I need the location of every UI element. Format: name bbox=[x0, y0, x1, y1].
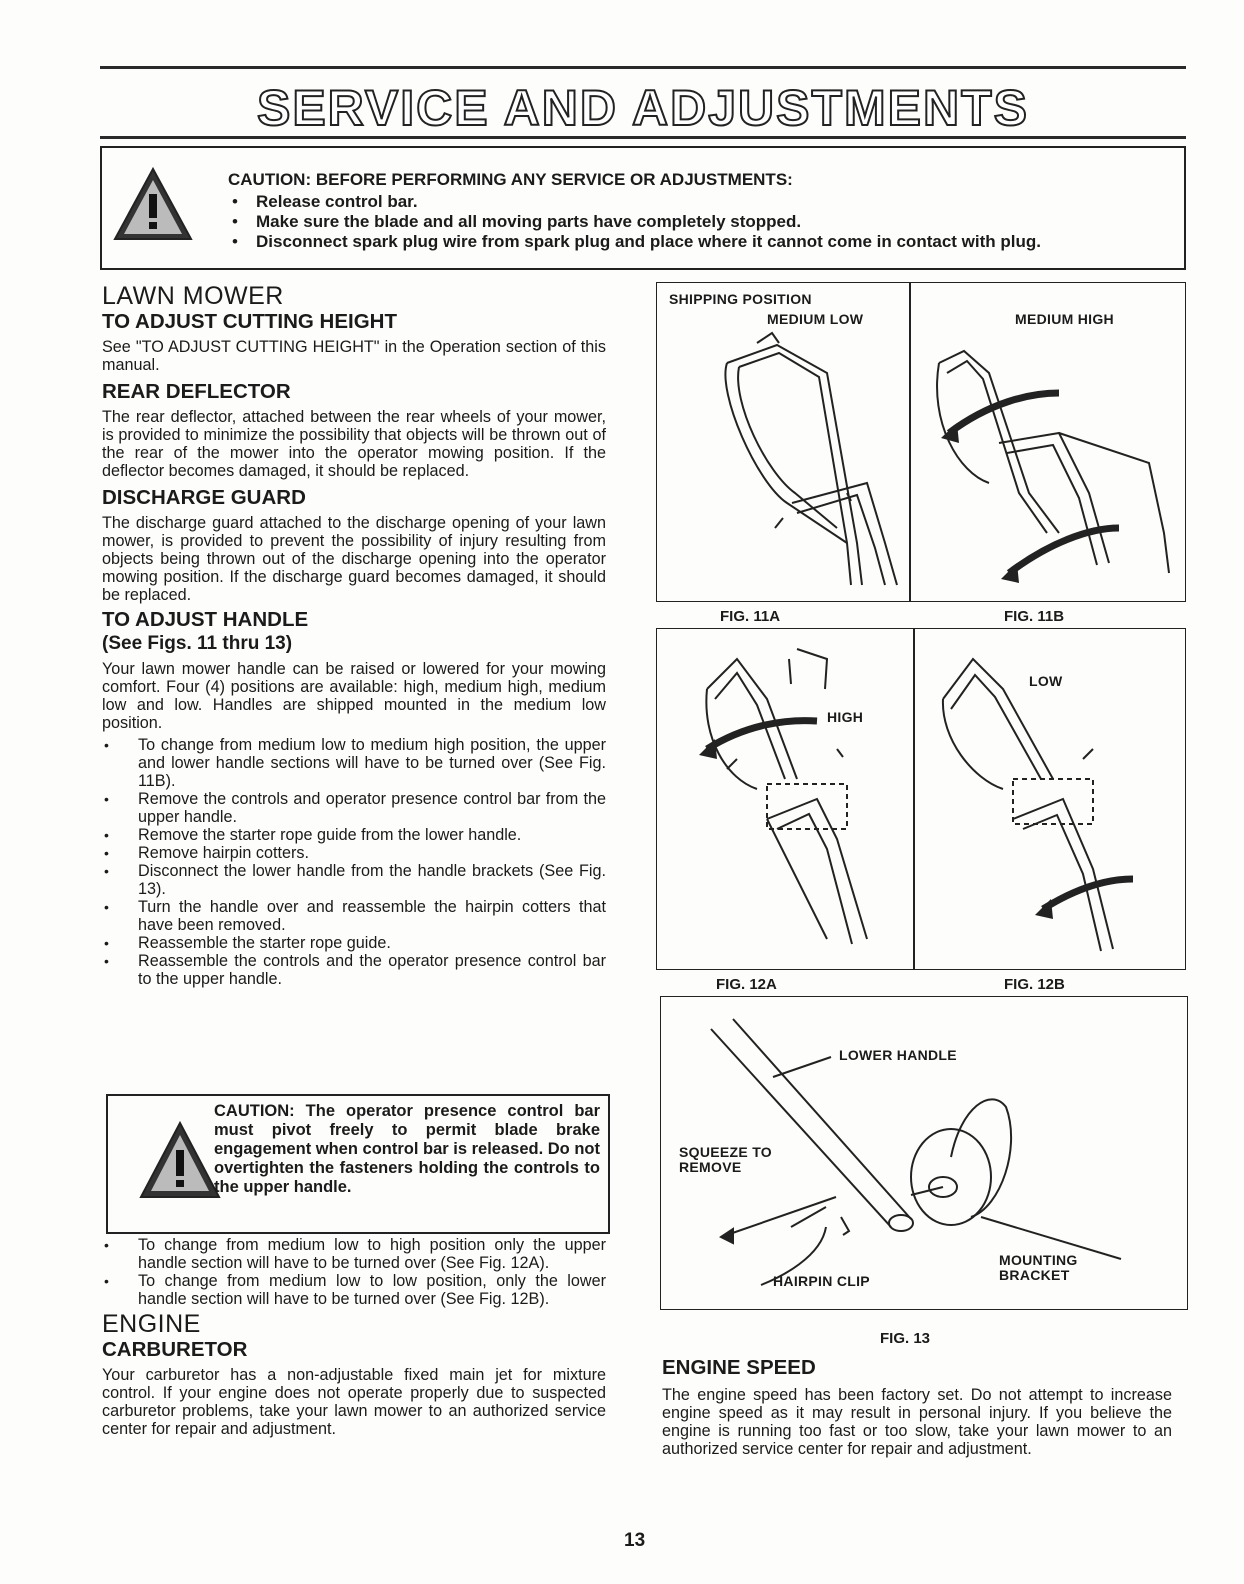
handle-step: • Reassemble the controls and the operator presence control bar to the upper handle. bbox=[102, 952, 606, 988]
handle-step: • To change from medium low to high position only the upper handle section will have to be turned over (See Fig. 12A). bbox=[102, 1236, 606, 1272]
fig11a-caption: FIG. 11A bbox=[720, 608, 781, 625]
page-title: SERVICE AND ADJUSTMENTS bbox=[256, 80, 1030, 136]
fig12a-caption: FIG. 12A bbox=[716, 976, 777, 993]
fig12b-caption: FIG. 12B bbox=[1004, 976, 1065, 993]
fig11-divider bbox=[909, 283, 911, 601]
fig11-label-medium-high: MEDIUM HIGH bbox=[1015, 311, 1114, 327]
fig12-label-high: HIGH bbox=[827, 709, 864, 725]
fig11-label-medium-low: MEDIUM LOW bbox=[767, 311, 864, 327]
fig13-caption: FIG. 13 bbox=[880, 1330, 931, 1347]
top-caution-box bbox=[100, 146, 1186, 270]
cutting-height-text: See "TO ADJUST CUTTING HEIGHT" in the Operation section of this manual. bbox=[102, 338, 606, 374]
top-caution-bullet: • Make sure the blade and all moving parts have completely stopped. bbox=[228, 212, 1178, 232]
figure-13 bbox=[660, 996, 1188, 1310]
top-caution-bullet: • Disconnect spark plug wire from spark plug and place where it cannot come in contact with plug. bbox=[228, 232, 1178, 252]
figure-12 bbox=[656, 628, 1186, 970]
handle-step: • To change from medium low to low position, only the lower handle section will have to be turned over (See Fig. 12B). bbox=[102, 1272, 606, 1308]
discharge-guard-text: The discharge guard attached to the discharge opening of your lawn mower, is provided to prevent the possibility of injury resulting from objects being thrown out of the discharge opening into the operator mowing position. If the discharge guard becomes damaged, it should be replaced. bbox=[102, 514, 606, 604]
handle-step: • Turn the handle over and reassemble the hairpin cotters that have been removed. bbox=[102, 898, 606, 934]
bracket-drawing bbox=[661, 997, 1187, 1309]
figure-11 bbox=[656, 282, 1186, 602]
left-column-continued bbox=[102, 1236, 606, 1438]
fig13-label-lower-handle: LOWER HANDLE bbox=[839, 1047, 957, 1063]
handle-step: • Remove the controls and operator presence control bar from the upper handle. bbox=[102, 790, 606, 826]
cutting-height-heading: TO ADJUST CUTTING HEIGHT bbox=[102, 310, 397, 333]
fig11-label-shipping: SHIPPING POSITION bbox=[669, 291, 812, 307]
handle-caution-text: CAUTION: The operator presence control bar must pivot freely to permit blade brake engagement when control bar is released. Do not overtighten the fasteners holding the controls to the upper handle. bbox=[214, 1102, 600, 1196]
fig13-label-mounting: MOUNTING BRACKET bbox=[999, 1252, 1078, 1283]
rear-deflector-heading: REAR DEFLECTOR bbox=[102, 380, 291, 403]
engine-heading: ENGINE bbox=[102, 1310, 201, 1338]
carburetor-heading: CARBURETOR bbox=[102, 1338, 248, 1361]
top-caution-heading: CAUTION: BEFORE PERFORMING ANY SERVICE OR ADJUSTMENTS: bbox=[228, 170, 793, 189]
handle-drawing-medium-low bbox=[697, 333, 907, 593]
rear-deflector-text: The rear deflector, attached between the rear wheels of your mower, is provided to minimize the possibility that objects will be thrown out of the rear of the mower into the operator mowing position. If the deflector becomes damaged, it should be replaced. bbox=[102, 408, 606, 480]
engine-speed-heading: ENGINE SPEED bbox=[662, 1356, 816, 1379]
carburetor-text: Your carburetor has a non-adjustable fixed main jet for mixture control. If your engine does not operate properly due to suspected carburetor problems, take your lawn mower to an authorized service center for repair and adjustment. bbox=[102, 1366, 606, 1438]
handle-step: • Remove the starter rope guide from the lower handle. bbox=[102, 826, 606, 844]
adjust-handle-text: Your lawn mower handle can be raised or lowered for your mowing comfort. Four (4) positions are available: high, medium high, medium low and low. Handles are shipped mounted in the medium low position. bbox=[102, 660, 606, 732]
engine-speed-text: The engine speed has been factory set. Do not attempt to increase engine speed as it may result in personal injury. If you believe the engine is running too fast or too slow, take your lawn mower to an authorized service center for repair and adjustment. bbox=[662, 1386, 1172, 1458]
handle-drawing-medium-high bbox=[919, 333, 1179, 593]
handle-step: • Disconnect the lower handle from the handle brackets (See Fig. 13). bbox=[102, 862, 606, 898]
lawn-mower-heading: LAWN MOWER bbox=[102, 282, 284, 310]
top-rule bbox=[100, 66, 1186, 69]
fig12-label-low: LOW bbox=[1029, 673, 1063, 689]
handle-step: • Reassemble the starter rope guide. bbox=[102, 934, 606, 952]
top-caution-bullet: • Release control bar. bbox=[228, 192, 1178, 212]
fig12-divider bbox=[913, 629, 915, 969]
handle-drawing-high bbox=[667, 639, 907, 959]
handle-drawing-low bbox=[923, 639, 1179, 959]
adjust-handle-heading: TO ADJUST HANDLE bbox=[102, 608, 309, 631]
discharge-guard-heading: DISCHARGE GUARD bbox=[102, 486, 306, 509]
fig13-label-squeeze: SQUEEZE TO REMOVE bbox=[679, 1144, 772, 1175]
warning-triangle-icon bbox=[138, 1120, 222, 1200]
handle-caution-box bbox=[106, 1094, 610, 1234]
handle-step: • To change from medium low to medium high position, the upper and lower handle sections will have to be turned over (See Fig. 11B). bbox=[102, 736, 606, 790]
page-number: 13 bbox=[624, 1530, 646, 1551]
adjust-handle-subheading: (See Figs. 11 thru 13) bbox=[102, 633, 293, 654]
left-column bbox=[102, 282, 606, 988]
title-underline bbox=[100, 136, 1186, 139]
fig13-label-hairpin: HAIRPIN CLIP bbox=[773, 1273, 870, 1289]
engine-speed-section bbox=[662, 1356, 1172, 1458]
handle-step: • Remove hairpin cotters. bbox=[102, 844, 606, 862]
fig11b-caption: FIG. 11B bbox=[1004, 608, 1065, 625]
warning-triangle-icon bbox=[112, 166, 194, 242]
